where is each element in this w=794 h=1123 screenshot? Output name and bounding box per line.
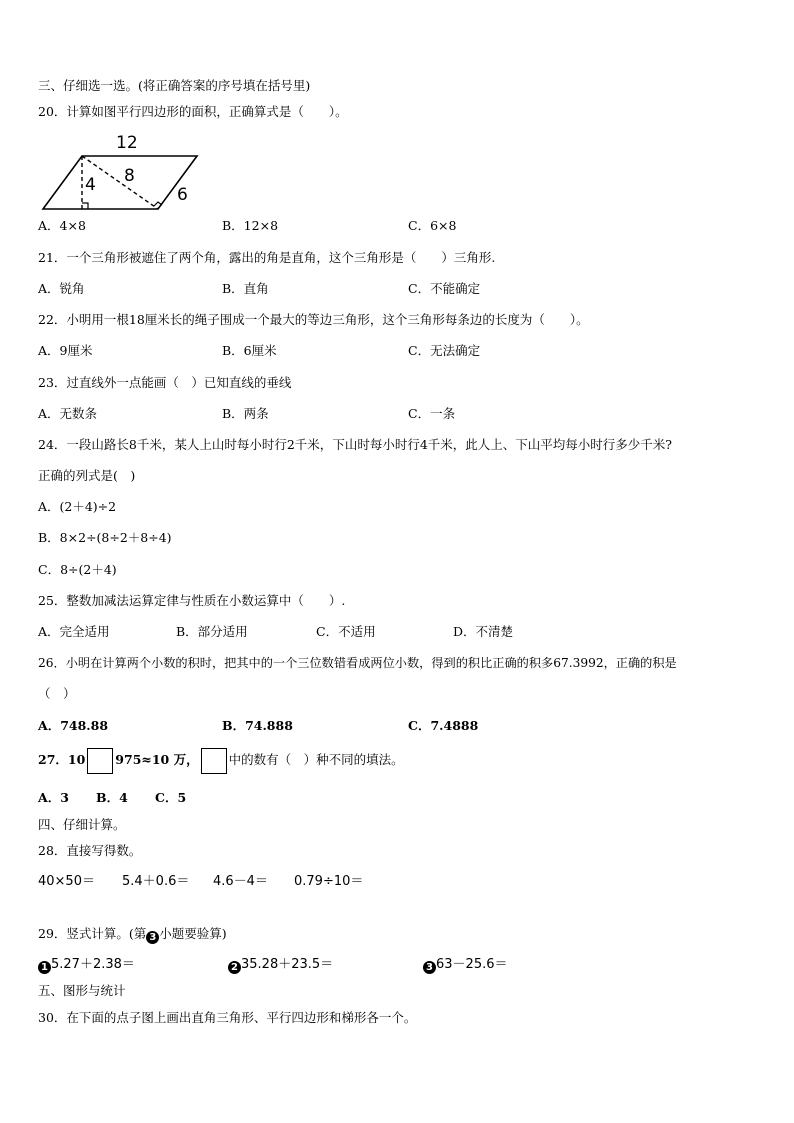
q24-option-b: B．8×2÷(8÷2＋8÷4) <box>38 530 172 545</box>
q25-stem: 25．整数加减法运算定律与性质在小数运算中（ ）. <box>38 593 346 608</box>
q26-option-a: A．748.88 <box>38 718 109 733</box>
circled-number: 3 <box>423 961 436 974</box>
q22-stem: 22．小明用一根18厘米长的绳子围成一个最大的等边三角形，这个三角形每条边的长度为（ ）。 <box>38 312 589 327</box>
q24-stem-line2: 正确的列式是( ) <box>38 468 136 483</box>
q29-stem <box>38 926 227 944</box>
q29-item-1 <box>38 957 135 974</box>
q27-prefix: 27．10 <box>38 752 86 767</box>
q20-option-a: A．4×8 <box>38 218 86 233</box>
parallelogram-shape <box>43 156 197 209</box>
label-diagonal: 8 <box>124 166 135 186</box>
q27-option-a: A．3 <box>38 790 69 805</box>
q29-stem-prefix: 29．竖式计算。(第 <box>38 926 147 941</box>
q21-option-b: B．直角 <box>222 281 269 296</box>
q21-stem: 21．一个三角形被遮住了两个角，露出的角是直角，这个三角形是（ ）三角形. <box>38 250 496 265</box>
q30-stem: 30．在下面的点子图上画出直角三角形、平行四边形和梯形各一个。 <box>38 1010 417 1025</box>
q28-stem: 28．直接写得数。 <box>38 843 142 858</box>
q27-suffix: 中的数有（ ）种不同的填法。 <box>228 752 404 767</box>
label-side: 6 <box>177 185 188 205</box>
circled-number: 2 <box>228 961 241 974</box>
q27-middle: 975≈10 万， <box>115 752 199 767</box>
answer-box <box>87 748 113 774</box>
q28-item: 40×50＝ <box>38 874 95 889</box>
answer-box-2 <box>201 748 227 774</box>
q23-stem: 23．过直线外一点能画（ ）已知直线的垂线 <box>38 375 292 390</box>
q20-option-c: C．6×8 <box>408 218 457 233</box>
q22-option-c: C．无法确定 <box>408 343 481 358</box>
q24-option-a: A．(2＋4)÷2 <box>38 499 117 514</box>
q20-option-b: B．12×8 <box>222 218 279 233</box>
parallelogram-figure <box>38 128 228 214</box>
q27-option-b: B．4 <box>96 790 128 805</box>
section-4-title: 四、仔细计算。 <box>38 817 126 832</box>
q24-stem: 24．一段山路长8千米，某人上山时每小时行2千米，下山时每小时行4千米，此人上、下山平均每小时行多少千米? <box>38 437 672 452</box>
q29-expr: 63－25.6＝ <box>436 957 508 972</box>
q29-expr: 35.28＋23.5＝ <box>241 957 334 972</box>
section-5-title: 五、图形与统计 <box>38 983 126 998</box>
q26-stem: 26．小明在计算两个小数的积时，把其中的一个三位数错看成两位小数，得到的积比正确的积多67.3992，正确的积是 <box>38 656 677 670</box>
q25-option-a: A．完全适用 <box>38 624 110 639</box>
q27-option-c: C．5 <box>155 790 187 805</box>
right-angle-mark <box>82 203 88 209</box>
q29-expr: 5.27＋2.38＝ <box>51 957 135 972</box>
label-height: 4 <box>85 175 96 195</box>
q28-item: 0.79÷10＝ <box>294 874 364 889</box>
q23-option-c: C．一条 <box>408 406 456 421</box>
q26-stem-line2: （ ） <box>38 686 76 701</box>
q28-item: 5.4＋0.6＝ <box>122 874 190 889</box>
q25-option-b: B．部分适用 <box>176 624 248 639</box>
q21-option-a: A．锐角 <box>38 281 85 296</box>
q29-item-3 <box>423 957 508 974</box>
q22-option-b: B．6厘米 <box>222 343 277 358</box>
q28-item: 4.6－4＝ <box>213 874 268 889</box>
section-3-title: 三、仔细选一选。(将正确答案的序号填在括号里) <box>38 78 311 93</box>
q29-stem-suffix: 小题要验算) <box>159 926 227 941</box>
q22-option-a: A．9厘米 <box>38 343 93 358</box>
q27-stem <box>38 746 404 774</box>
q25-option-c: C．不适用 <box>316 624 376 639</box>
q26-option-c: C．7.4888 <box>408 718 479 733</box>
q21-option-c: C．不能确定 <box>408 281 481 296</box>
q20-stem: 20．计算如图平行四边形的面积，正确算式是（ ）。 <box>38 104 348 119</box>
q25-option-d: D．不清楚 <box>453 624 514 639</box>
circled-number: 1 <box>38 961 51 974</box>
q23-option-a: A．无数条 <box>38 406 98 421</box>
q23-option-b: B．两条 <box>222 406 269 421</box>
q26-option-b: B．74.888 <box>222 718 293 733</box>
label-top: 12 <box>116 133 138 153</box>
q29-item-2 <box>228 957 333 974</box>
q24-option-c: C．8÷(2＋4) <box>38 562 117 577</box>
circled-number: 3 <box>146 931 159 944</box>
